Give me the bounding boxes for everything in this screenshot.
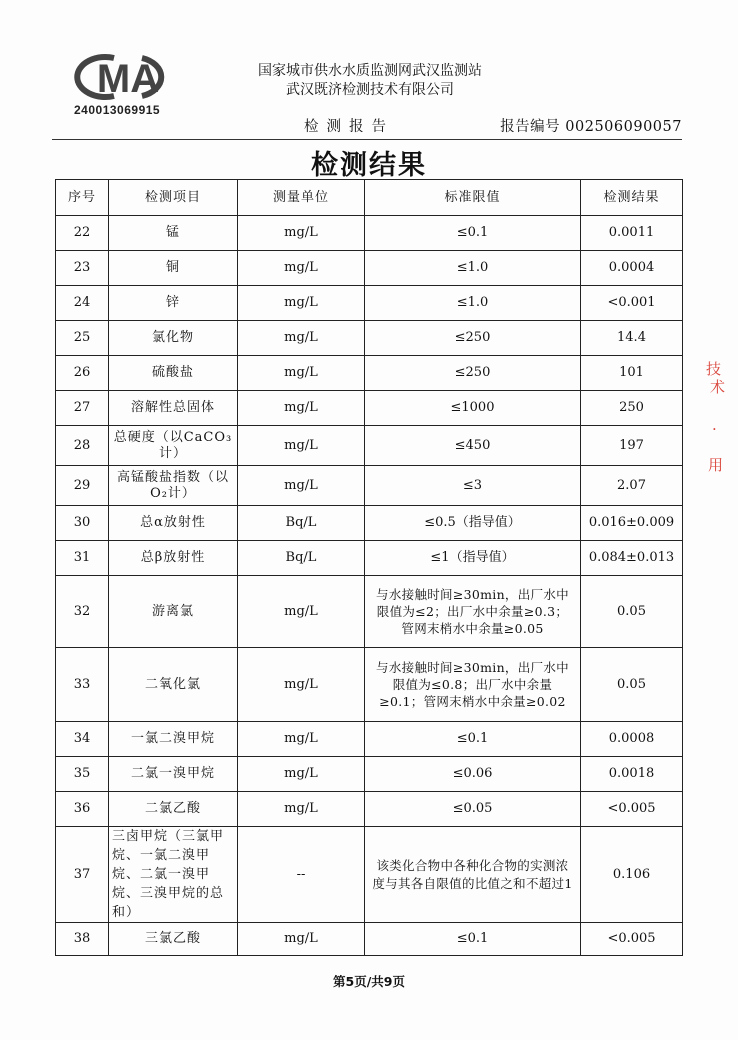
- cell-limit: ≤0.1: [365, 216, 581, 251]
- cell-limit: ≤0.1: [365, 923, 581, 956]
- cell-item: 锰: [109, 216, 238, 251]
- cell-result: 0.106: [581, 827, 683, 923]
- cell-unit: --: [238, 827, 365, 923]
- cell-result: 197: [581, 426, 683, 466]
- cell-result: 0.0018: [581, 757, 683, 792]
- col-header-no: 序号: [56, 180, 109, 216]
- table-row: [56, 541, 683, 576]
- cell-unit: mg/L: [238, 792, 365, 827]
- cell-no: 33: [56, 648, 109, 722]
- cell-result: 250: [581, 391, 683, 426]
- cell-limit: ≤1.0: [365, 286, 581, 321]
- report-title: 检测报告: [304, 119, 394, 135]
- cell-item: 总硬度（以CaCO₃计）: [109, 426, 238, 466]
- table-row: [56, 792, 683, 827]
- cell-no: 29: [56, 466, 109, 506]
- cell-result: <0.005: [581, 923, 683, 956]
- cell-item: 三卤甲烷（三氯甲烷、一氯二溴甲烷、二氯一溴甲烷、三溴甲烷的总和）: [109, 827, 238, 923]
- cell-result: <0.001: [581, 286, 683, 321]
- table-row: [56, 576, 683, 648]
- logo-letters: MA: [96, 57, 160, 101]
- table-row: [56, 356, 683, 391]
- cell-limit: 与水接触时间≥30min，出厂水中限值为≤2；出厂水中余量≥0.3；管网末梢水中余量≥0.05: [365, 576, 581, 648]
- cell-limit: ≤1.0: [365, 251, 581, 286]
- table-row: [56, 827, 683, 923]
- cell-unit: mg/L: [238, 286, 365, 321]
- cell-limit: ≤0.5（指导值）: [365, 506, 581, 541]
- cell-result: 0.0011: [581, 216, 683, 251]
- results-table: [55, 179, 683, 956]
- col-header-limit: 标准限值: [365, 180, 581, 216]
- cell-limit: ≤3: [365, 466, 581, 506]
- cell-unit: mg/L: [238, 722, 365, 757]
- cell-item: 溶解性总固体: [109, 391, 238, 426]
- seal-stamp-fragment: 技 术 · 用: [706, 360, 726, 474]
- cell-unit: mg/L: [238, 321, 365, 356]
- org-line-1: 国家城市供水水质监测网武汉监测站: [258, 63, 482, 79]
- cell-no: 36: [56, 792, 109, 827]
- cell-result: 0.05: [581, 648, 683, 722]
- table-row: [56, 391, 683, 426]
- cell-item: 一氯二溴甲烷: [109, 722, 238, 757]
- col-header-unit: 测量单位: [238, 180, 365, 216]
- cell-limit: ≤250: [365, 321, 581, 356]
- cell-item: 二氯乙酸: [109, 792, 238, 827]
- cma-logo: [72, 52, 190, 117]
- cell-result: 101: [581, 356, 683, 391]
- table-row: [56, 757, 683, 792]
- table-row: [56, 648, 683, 722]
- cell-result: 0.016±0.009: [581, 506, 683, 541]
- page-title: 检测结果: [311, 150, 427, 181]
- cell-no: 38: [56, 923, 109, 956]
- cell-no: 30: [56, 506, 109, 541]
- report-number: 报告编号 002506090057: [500, 119, 682, 135]
- cell-limit: 与水接触时间≥30min，出厂水中限值为≤0.8；出厂水中余量≥0.1；管网末梢水中余量≥0.02: [365, 648, 581, 722]
- cell-item: 二氧化氯: [109, 648, 238, 722]
- cell-unit: Bq/L: [238, 541, 365, 576]
- cell-unit: mg/L: [238, 356, 365, 391]
- table-row: [56, 251, 683, 286]
- header-divider: [52, 139, 682, 140]
- cell-no: 32: [56, 576, 109, 648]
- table-row: [56, 923, 683, 956]
- cma-emblem: [72, 52, 184, 102]
- certificate-number: 240013069915: [74, 103, 161, 117]
- cell-unit: mg/L: [238, 251, 365, 286]
- cell-no: 28: [56, 426, 109, 466]
- cell-limit: ≤1（指导值）: [365, 541, 581, 576]
- cell-item: 硫酸盐: [109, 356, 238, 391]
- cell-item: 锌: [109, 286, 238, 321]
- cell-no: 24: [56, 286, 109, 321]
- table-row: [56, 506, 683, 541]
- cell-limit: ≤0.06: [365, 757, 581, 792]
- col-header-item: 检测项目: [109, 180, 238, 216]
- table-row: [56, 216, 683, 251]
- cell-unit: mg/L: [238, 391, 365, 426]
- cell-no: 25: [56, 321, 109, 356]
- cell-unit: Bq/L: [238, 506, 365, 541]
- page-number: 第5页/共9页: [333, 974, 405, 989]
- cell-no: 37: [56, 827, 109, 923]
- cell-no: 22: [56, 216, 109, 251]
- cell-unit: mg/L: [238, 466, 365, 506]
- cell-no: 35: [56, 757, 109, 792]
- table-header-row: [56, 180, 683, 216]
- cell-limit: ≤0.1: [365, 722, 581, 757]
- cell-item: 氯化物: [109, 321, 238, 356]
- table-row: [56, 286, 683, 321]
- cell-limit: ≤0.05: [365, 792, 581, 827]
- cell-no: 31: [56, 541, 109, 576]
- cell-no: 26: [56, 356, 109, 391]
- cell-result: 0.0008: [581, 722, 683, 757]
- cell-no: 27: [56, 391, 109, 426]
- cell-no: 34: [56, 722, 109, 757]
- cell-item: 二氯一溴甲烷: [109, 757, 238, 792]
- cell-limit: ≤450: [365, 426, 581, 466]
- cell-item: 游离氯: [109, 576, 238, 648]
- table-row: [56, 466, 683, 506]
- organization-name: [210, 62, 530, 100]
- cell-result: 0.05: [581, 576, 683, 648]
- cell-unit: mg/L: [238, 923, 365, 956]
- cell-unit: mg/L: [238, 216, 365, 251]
- cell-unit: mg/L: [238, 648, 365, 722]
- cell-result: 0.0004: [581, 251, 683, 286]
- cell-limit: 该类化合物中各种化合物的实测浓度与其各自限值的比值之和不超过1: [365, 827, 581, 923]
- cell-unit: mg/L: [238, 426, 365, 466]
- cell-result: 2.07: [581, 466, 683, 506]
- table-row: [56, 722, 683, 757]
- report-header: [52, 112, 682, 136]
- col-header-result: 检测结果: [581, 180, 683, 216]
- cell-item: 总α放射性: [109, 506, 238, 541]
- table-row: [56, 321, 683, 356]
- cell-no: 23: [56, 251, 109, 286]
- cell-limit: ≤250: [365, 356, 581, 391]
- cell-item: 高锰酸盐指数（以O₂计）: [109, 466, 238, 506]
- cell-result: 0.084±0.013: [581, 541, 683, 576]
- cell-result: 14.4: [581, 321, 683, 356]
- org-line-2: 武汉既济检测技术有限公司: [286, 82, 454, 98]
- cell-result: <0.005: [581, 792, 683, 827]
- table-row: [56, 426, 683, 466]
- cell-unit: mg/L: [238, 576, 365, 648]
- cell-item: 三氯乙酸: [109, 923, 238, 956]
- cell-unit: mg/L: [238, 757, 365, 792]
- cell-limit: ≤1000: [365, 391, 581, 426]
- cell-item: 总β放射性: [109, 541, 238, 576]
- cell-item: 铜: [109, 251, 238, 286]
